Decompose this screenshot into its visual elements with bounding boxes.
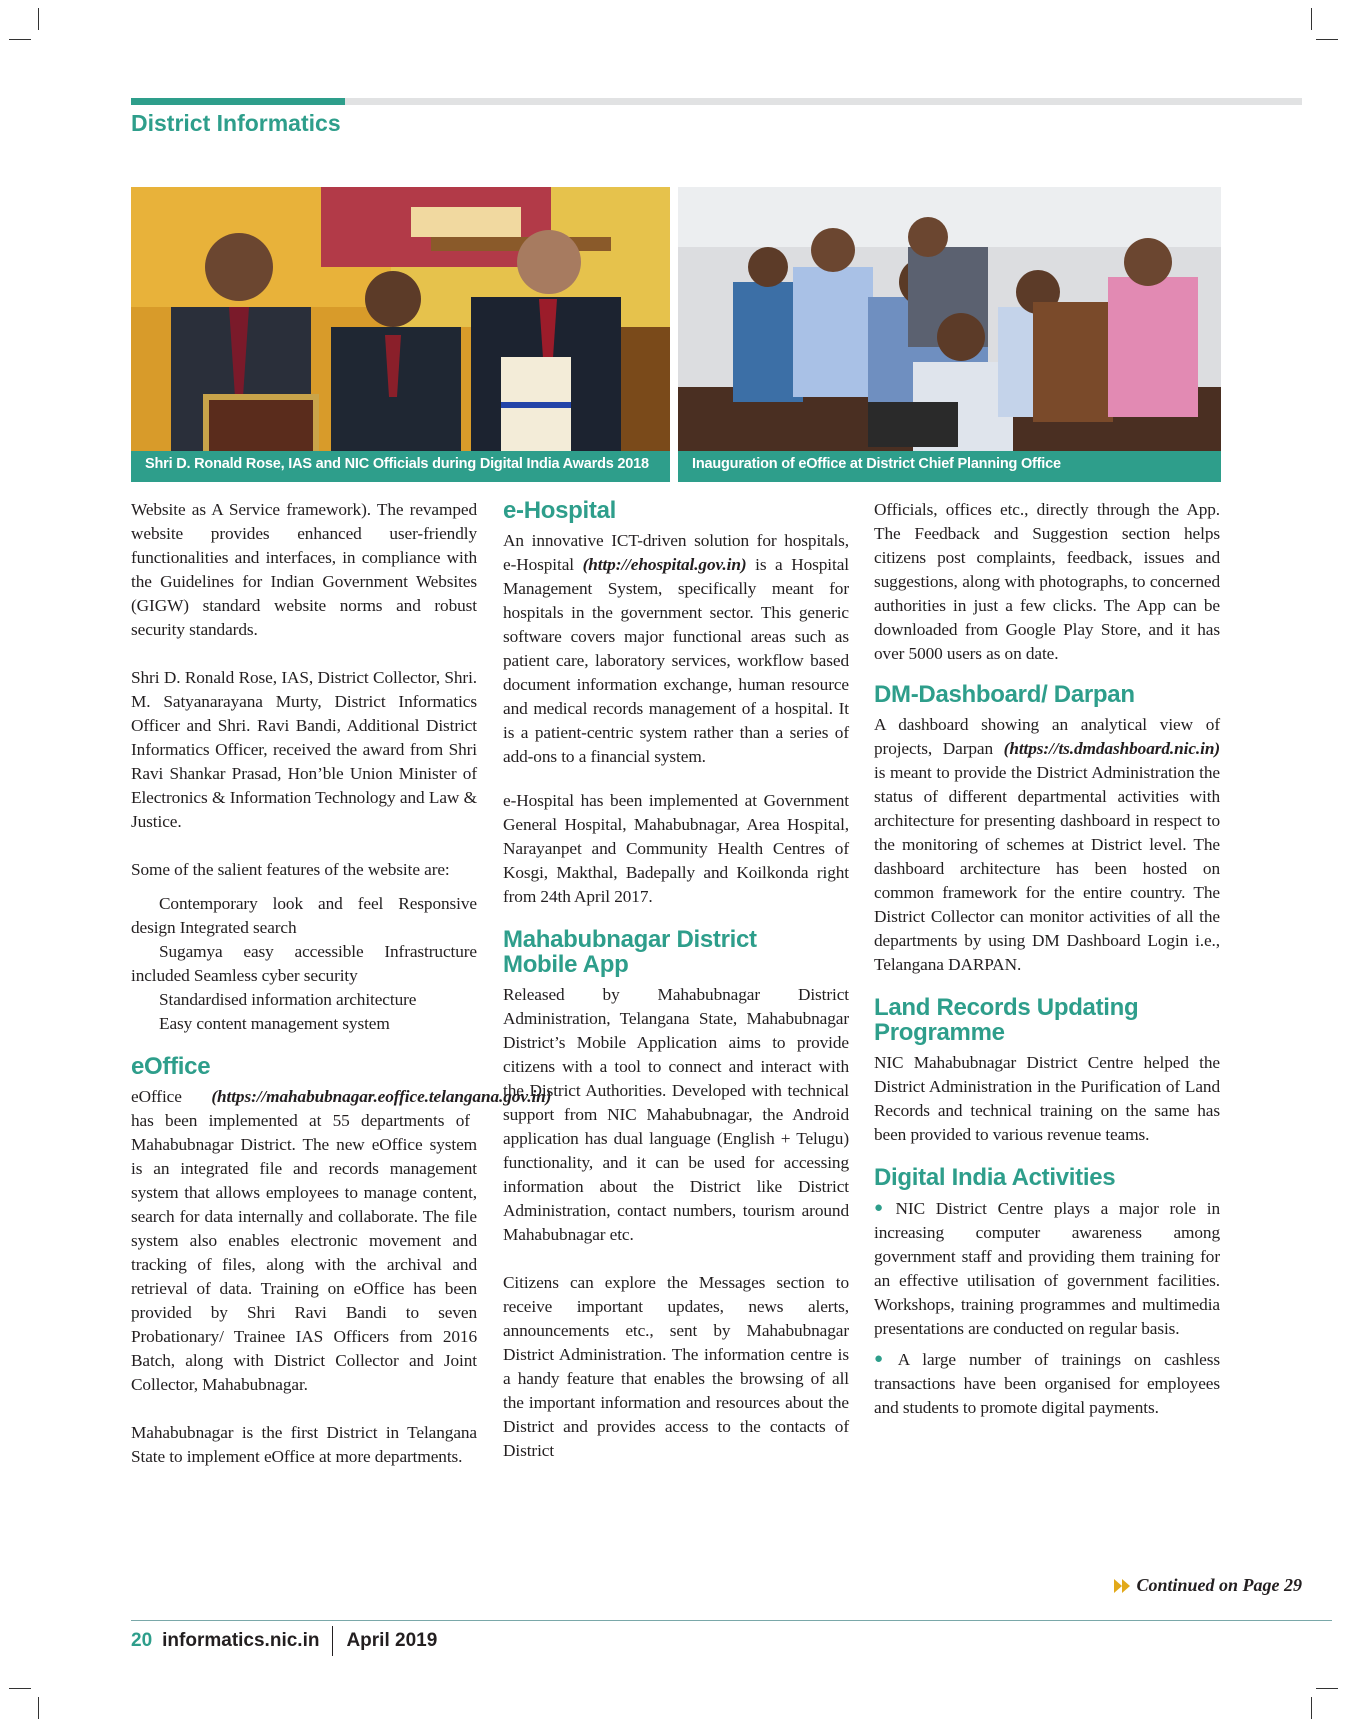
- url-link[interactable]: (https://mahabubnagar.eoffice.telangana.gov.in): [211, 1087, 552, 1106]
- features-item: Contemporary look and feel Responsive design Integrated search: [131, 894, 477, 937]
- photo-caption: Shri D. Ronald Rose, IAS and NIC Officials during Digital India Awards 2018: [131, 451, 670, 482]
- award-photo-illustration: [131, 187, 670, 482]
- features-item: Easy content management system: [159, 1014, 390, 1033]
- heading-land-records: [874, 995, 1220, 1045]
- paragraph: Mahabubnagar is the first District in Telangana State to implement eOffice at more departments.: [131, 1423, 477, 1466]
- features-list: [131, 892, 477, 1036]
- text: has been implemented at 55 departments of Mahabubnagar District. The new eOffice system is an integrated file and records management system that allows employees to manage content, search for data internally and collaborate. The file system also enables electronic movement and tracking of files, along with the archival and retrieval of data. Training on eOffice has been provided by Shri Ravi Bandi to seven Probationary/ Trainee IAS Officers from 2016 Batch, along with District Collector and Joint Collector, Mahabubnagar.: [131, 1111, 477, 1394]
- section-bar-accent: [131, 98, 345, 105]
- section-title: District Informatics: [131, 110, 341, 136]
- footer-rule: [131, 1620, 1332, 1621]
- paragraph: Officials, offices etc., directly through the App. The Feedback and Suggestion section helps citizens post complaints, feedback, issues and suggestions, along with photographs, to concerned authorities in just a few clicks. The App can be downloaded from Google Play Store, and it has over 5000 users as on date.: [874, 500, 1220, 663]
- footer-date: April 2019: [346, 1630, 438, 1651]
- crop-mark: [1316, 1688, 1338, 1689]
- page-number: 20: [131, 1630, 153, 1651]
- heading-mobile-app: [503, 927, 849, 977]
- bullet-icon: ●: [874, 1200, 890, 1216]
- text: is meant to provide the District Administration the status of different departmental activities with architecture for presenting dashboard in respect to the monitoring of schemes at District level. The dashboard architecture has been hosted on common framework for the entire country. The District Collector can monitor activities of all the departments by using DM Dashboard Login i.e., Telangana DARPAN.: [874, 763, 1220, 974]
- crop-mark: [1311, 8, 1312, 30]
- url-link[interactable]: (http://ehospital.gov.in): [582, 555, 747, 574]
- paragraph: [131, 1085, 552, 1397]
- paragraph: [503, 529, 849, 769]
- paragraph: Released by Mahabubnagar District Administration, Telangana State, Mahabubnagar District’s Mobile Application aims to provide citizens with a tool to connect and interact with the District Authorities. Developed with technical support from NIC Mahabubnagar, the Android application has dual language (English + Telugu) functionality, and it can be used for accessing information about the District like District Administration, contact numbers, tourism around Mahabubnagar etc.: [503, 985, 849, 1244]
- crop-mark: [9, 39, 31, 40]
- photo-award-ceremony: [131, 187, 670, 482]
- text: A dashboard showing an analytical view of projects, Darpan: [874, 715, 1220, 758]
- column-3: [874, 498, 1220, 1420]
- text: is a Hospital Management System, specifically meant for hospitals in the government sector. This generic software covers major functional areas such as patient care, laboratory services, workflow based document information exchange, human resource and medical records management of a hospital. It is a patient-centric system rather than a series of add-ons to a financial system.: [503, 555, 849, 766]
- section-bar: [345, 98, 1302, 105]
- paragraph: [874, 713, 1220, 977]
- inauguration-photo-illustration: [678, 187, 1221, 482]
- paragraph: e-Hospital has been implemented at Government General Hospital, Mahabubnagar, Area Hospital, Narayanpet and Community Health Centres of Kosgi, Makthal, Badepally and Koilkonda right from 24th April 2017.: [503, 791, 849, 906]
- photo-caption: Inauguration of eOffice at District Chief Planning Office: [678, 451, 1221, 482]
- column-1: [131, 498, 552, 1469]
- column-2: [503, 498, 849, 1463]
- text: A large number of trainings on cashless transactions have been organised for employees and students to promote digital payments.: [874, 1350, 1220, 1417]
- heading-dm-dashboard: DM-Dashboard/ Darpan: [874, 681, 1135, 708]
- continued-note: [1114, 1575, 1302, 1596]
- continued-text: Continued on Page 29: [1136, 1575, 1302, 1595]
- footer-site: informatics.nic.in: [162, 1630, 320, 1651]
- bullet-item: [874, 1196, 1220, 1341]
- double-arrow-icon: [1114, 1579, 1132, 1593]
- heading-eoffice: eOffice: [131, 1053, 211, 1080]
- heading-line: Mobile App: [503, 951, 629, 978]
- photo-eoffice-inauguration: [678, 187, 1221, 482]
- features-item: Standardised information architecture: [159, 990, 417, 1009]
- bullet-icon: ●: [874, 1351, 892, 1367]
- heading-digital-india: Digital India Activities: [874, 1164, 1116, 1191]
- crop-mark: [1316, 39, 1338, 40]
- crop-mark: [38, 1697, 39, 1719]
- heading-line: Mahabubnagar District: [503, 926, 757, 953]
- url-link[interactable]: (https://ts.dmdashboard.nic.in): [1003, 739, 1220, 758]
- paragraph: Website as A Service framework). The revamped website provides enhanced user-friendly functionalities and interfaces, in compliance with the Guidelines for Indian Government Websites (GIGW) standard website norms and robust security standards.: [131, 500, 477, 639]
- paragraph: Citizens can explore the Messages section to receive important updates, news alerts, announcements etc., sent by Mahabubnagar District Administration. The information centre is a handy feature that enables the browsing of all the important information and resources about the District and provides access to the contacts of District: [503, 1273, 849, 1460]
- features-item: Sugamya easy accessible Infrastructure included Seamless cyber security: [131, 942, 477, 985]
- text: An innovative ICT-driven solution for hospitals, e-Hospital: [503, 531, 849, 574]
- paragraph: Shri D. Ronald Rose, IAS, District Collector, Shri. M. Satyanarayana Murty, District Informatics Officer and Shri. Ravi Bandi, Additional District Informatics Officer, received the award from Shri Ravi Shankar Prasad, Hon’ble Union Minister of Electronics & Information Technology and Law & Justice.: [131, 668, 477, 831]
- text: NIC District Centre plays a major role in increasing computer awareness among government staff and providing them training for an effective utilisation of government facilities. Workshops, training programmes and multimedia presentations are conducted on regular basis.: [874, 1199, 1220, 1338]
- footer-divider: [332, 1626, 333, 1656]
- footer: [131, 1625, 437, 1657]
- heading-line: Programme: [874, 1019, 1005, 1046]
- bullet-item: [874, 1347, 1220, 1420]
- crop-mark: [38, 8, 39, 30]
- paragraph: Some of the salient features of the website are:: [131, 860, 450, 879]
- heading-line: Land Records Updating: [874, 994, 1139, 1021]
- crop-mark: [9, 1688, 31, 1689]
- paragraph: NIC Mahabubnagar District Centre helped the District Administration in the Purification of Land Records and technical training on the same has been provided to various revenue teams.: [874, 1053, 1220, 1144]
- text: eOffice: [131, 1087, 182, 1106]
- heading-ehospital: e-Hospital: [503, 497, 617, 524]
- crop-mark: [1311, 1697, 1312, 1719]
